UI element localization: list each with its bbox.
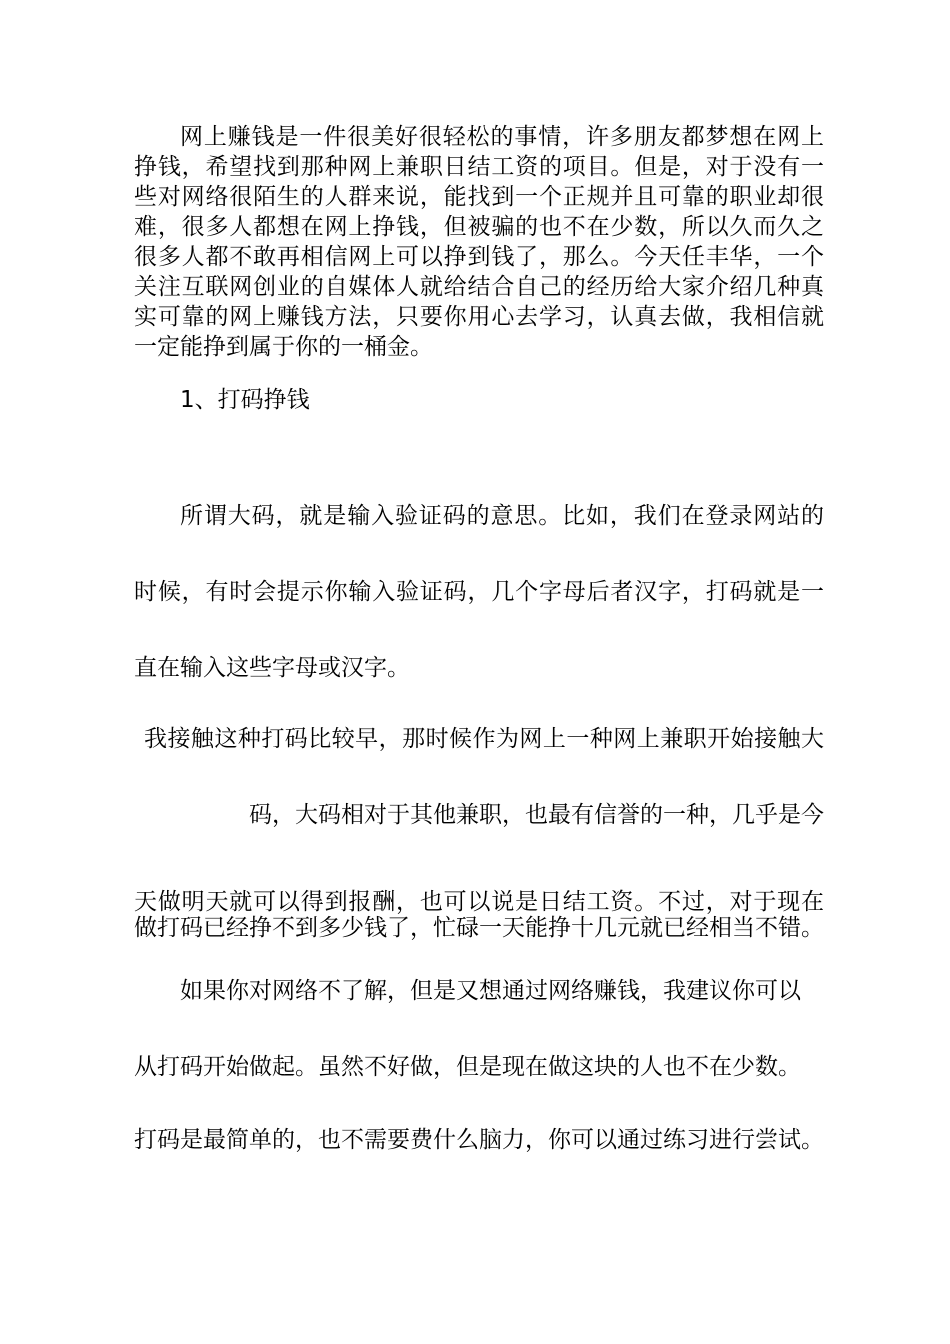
body-line-3: 直在输入这些字母或汉字。	[134, 655, 410, 681]
body-line-8: 如果你对网络不了解，但是又想通过网络赚钱，我建议你可以	[180, 978, 801, 1004]
body-line-10: 打码是最简单的，也不需要费什么脑力，你可以通过练习进行尝试。	[134, 1127, 824, 1153]
intro-line-8: 一定能挣到属于你的一桶金。	[134, 334, 433, 360]
body-line-9: 从打码开始做起。虽然不好做，但是现在做这块的人也不在少数。	[134, 1054, 801, 1080]
body-line-7: 做打码已经挣不到多少钱了，忙碌一天能挣十几元就已经相当不错。	[134, 915, 824, 941]
body-line-4: 我接触这种打码比较早，那时候作为网上一种网上兼职开始接触大	[144, 726, 824, 752]
body-line-2: 时候，有时会提示你输入验证码，几个字母后者汉字，打码就是一	[134, 579, 824, 605]
intro-line-7: 实可靠的网上赚钱方法，只要你用心去学习，认真去做，我相信就	[134, 304, 824, 330]
intro-line-6: 关注互联网创业的自媒体人就给结合自己的经历给大家介绍几种真	[134, 274, 824, 300]
intro-line-3: 些对网络很陌生的人群来说，能找到一个正规并且可靠的职业却很	[134, 184, 824, 210]
intro-line-1: 网上赚钱是一件很美好很轻松的事情，许多朋友都梦想在网上	[180, 124, 824, 150]
intro-line-2: 挣钱，希望找到那种网上兼职日结工资的项目。但是，对于没有一	[134, 154, 824, 180]
body-line-6: 天做明天就可以得到报酬，也可以说是日结工资。不过，对于现在	[134, 889, 824, 915]
section-heading: 1、打码挣钱	[180, 387, 310, 413]
intro-line-5: 很多人都不敢再相信网上可以挣到钱了，那么。今天任丰华，一个	[134, 244, 824, 270]
intro-line-4: 难，很多人都想在网上挣钱，但被骗的也不在少数，所以久而久之	[134, 214, 824, 240]
body-line-5: 码，大码相对于其他兼职，也最有信誉的一种，几乎是今	[249, 802, 824, 828]
body-line-1: 所谓大码，就是输入验证码的意思。比如，我们在登录网站的	[180, 503, 824, 529]
